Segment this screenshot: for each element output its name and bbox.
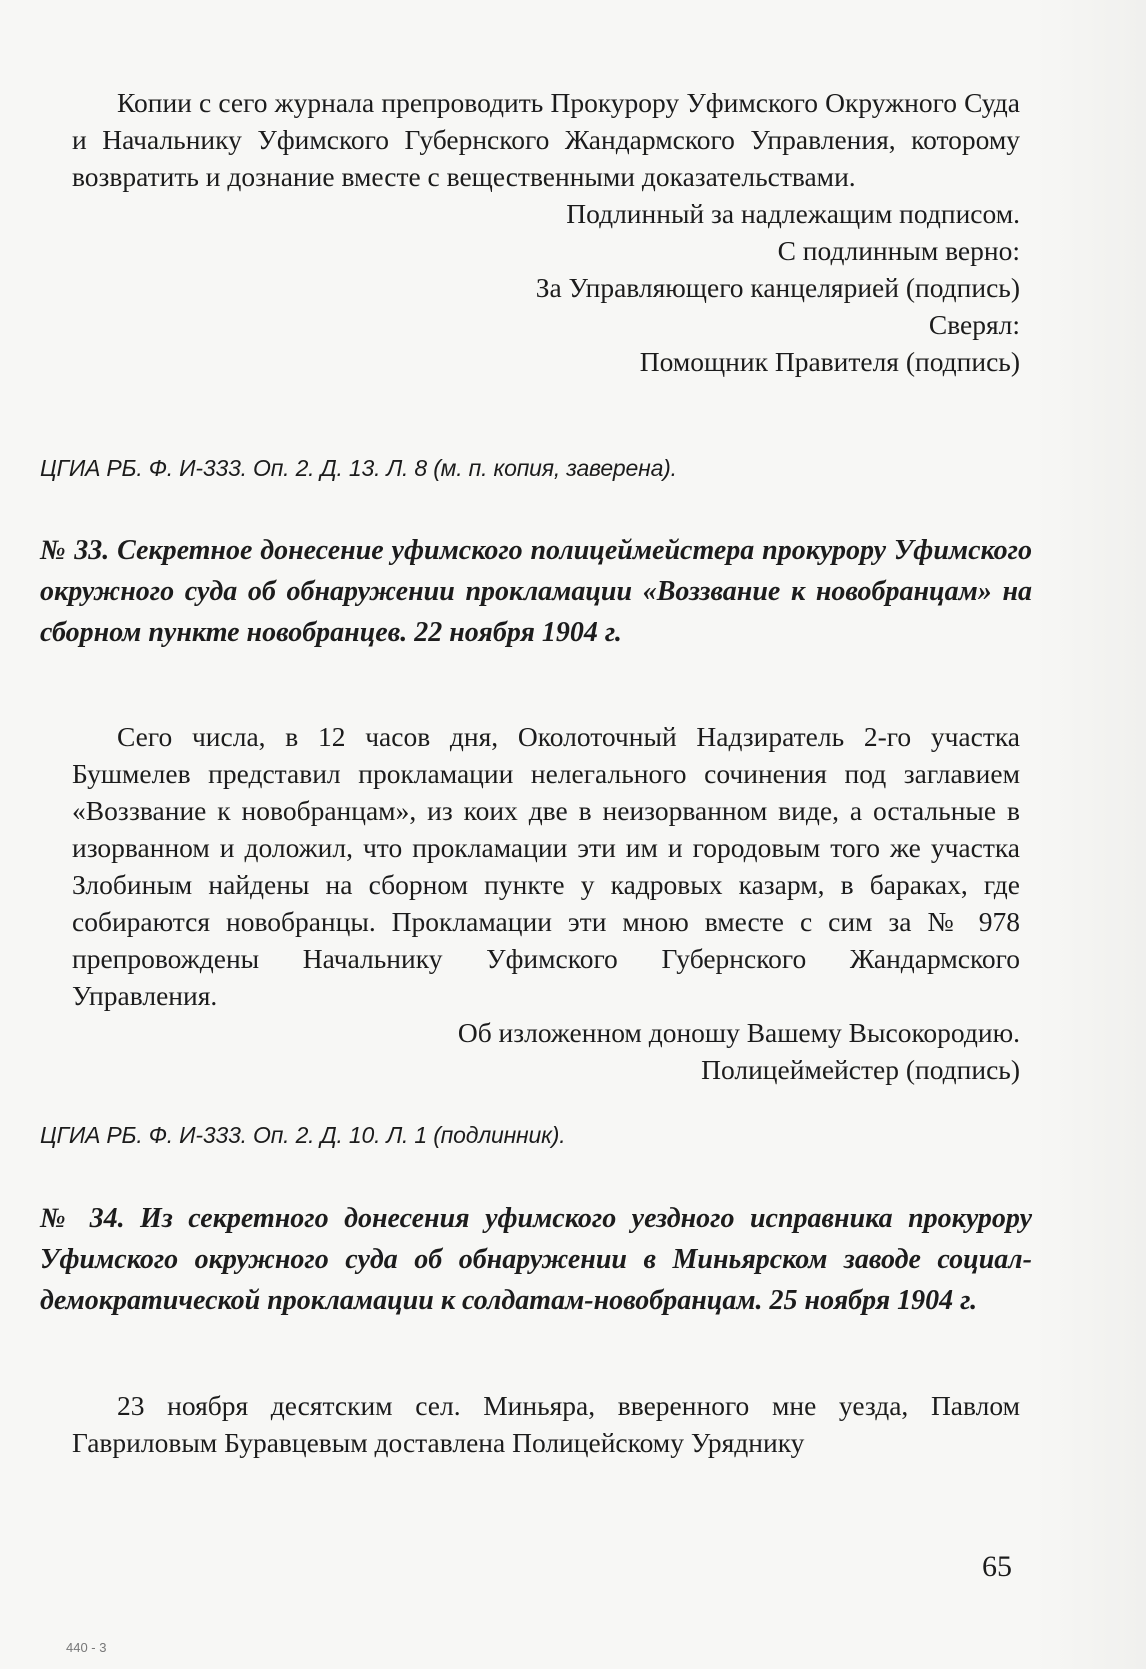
signature-line-1: Подлинный за надлежащим подписом.: [566, 198, 1020, 229]
doc-33-body: [72, 718, 1020, 1088]
source-citation-2: ЦГИА РБ. Ф. И-333. Оп. 2. Д. 10. Л. 1 (подлинник).: [40, 1122, 566, 1148]
doc-33-paragraph: Сего числа, в 12 часов дня, Околоточный Надзиратель 2-го участка Бушмелев представил прокламации нелегального сочинения под заглавием «Воззвание к новобранцам», из коих две в неизорванном виде, а остальные в изорванном и доложил, что прокламации эти им и городовым того же участка Злобиным найдены на сборном пункте у кадровых казарм, в бараках, где собираются новобранцы. Прокламации эти мною вместе с сим за № 978 препровождены Начальнику Уфимского Губернского Жандармского Управления.: [72, 721, 1020, 1011]
source-citation-1: ЦГИА РБ. Ф. И-333. Оп. 2. Д. 13. Л. 8 (м. п. копия, заверена).: [40, 455, 677, 481]
signature-line-2: С подлинным верно:: [777, 235, 1020, 266]
signature-line-4: Сверял:: [928, 309, 1020, 340]
archive-code: 440 - 3: [66, 1640, 107, 1655]
doc-33-signature: Полицеймейстер (подпись): [701, 1054, 1020, 1085]
doc-34-heading: № 34. Из секретного донесения уфимского уездного исправника прокурору Уфимского окружного суда об обнаружении в Миньярском заводе социал-демократической прокламации к солдатам-новобранцам. 25 ноября 1904 г.: [40, 1203, 1032, 1316]
page-edge-shadow: [1036, 0, 1146, 1669]
page-number: 65: [982, 1550, 1012, 1583]
signature-line-5: Помощник Правителя (подпись): [639, 346, 1020, 377]
doc-33-heading: № 33. Секретное донесение уфимского полицеймейстера прокурору Уфимского окружного суда об обнаружении прокламации «Воззвание к новобранцам» на сборном пункте новобранцев. 22 ноября 1904 г.: [40, 535, 1032, 648]
doc-34-paragraph: 23 ноября десятским сел. Миньяра, вверенного мне уезда, Павлом Гавриловым Буравцевым доставлена Полицейскому Уряднику: [72, 1390, 1020, 1458]
doc-34-body: [72, 1387, 1020, 1461]
top-section: [72, 84, 1020, 380]
copy-paragraph: Копии с сего журнала препроводить Прокурору Уфимского Окружного Суда и Начальнику Уфимского Губернского Жандармского Управления, которому возвратить и дознание вместе с вещественными доказательствами.: [72, 87, 1020, 192]
doc-33-closing: Об изложенном доношу Вашему Высокородию.: [457, 1017, 1020, 1048]
signature-line-3: За Управляющего канцелярией (подпись): [535, 272, 1020, 303]
